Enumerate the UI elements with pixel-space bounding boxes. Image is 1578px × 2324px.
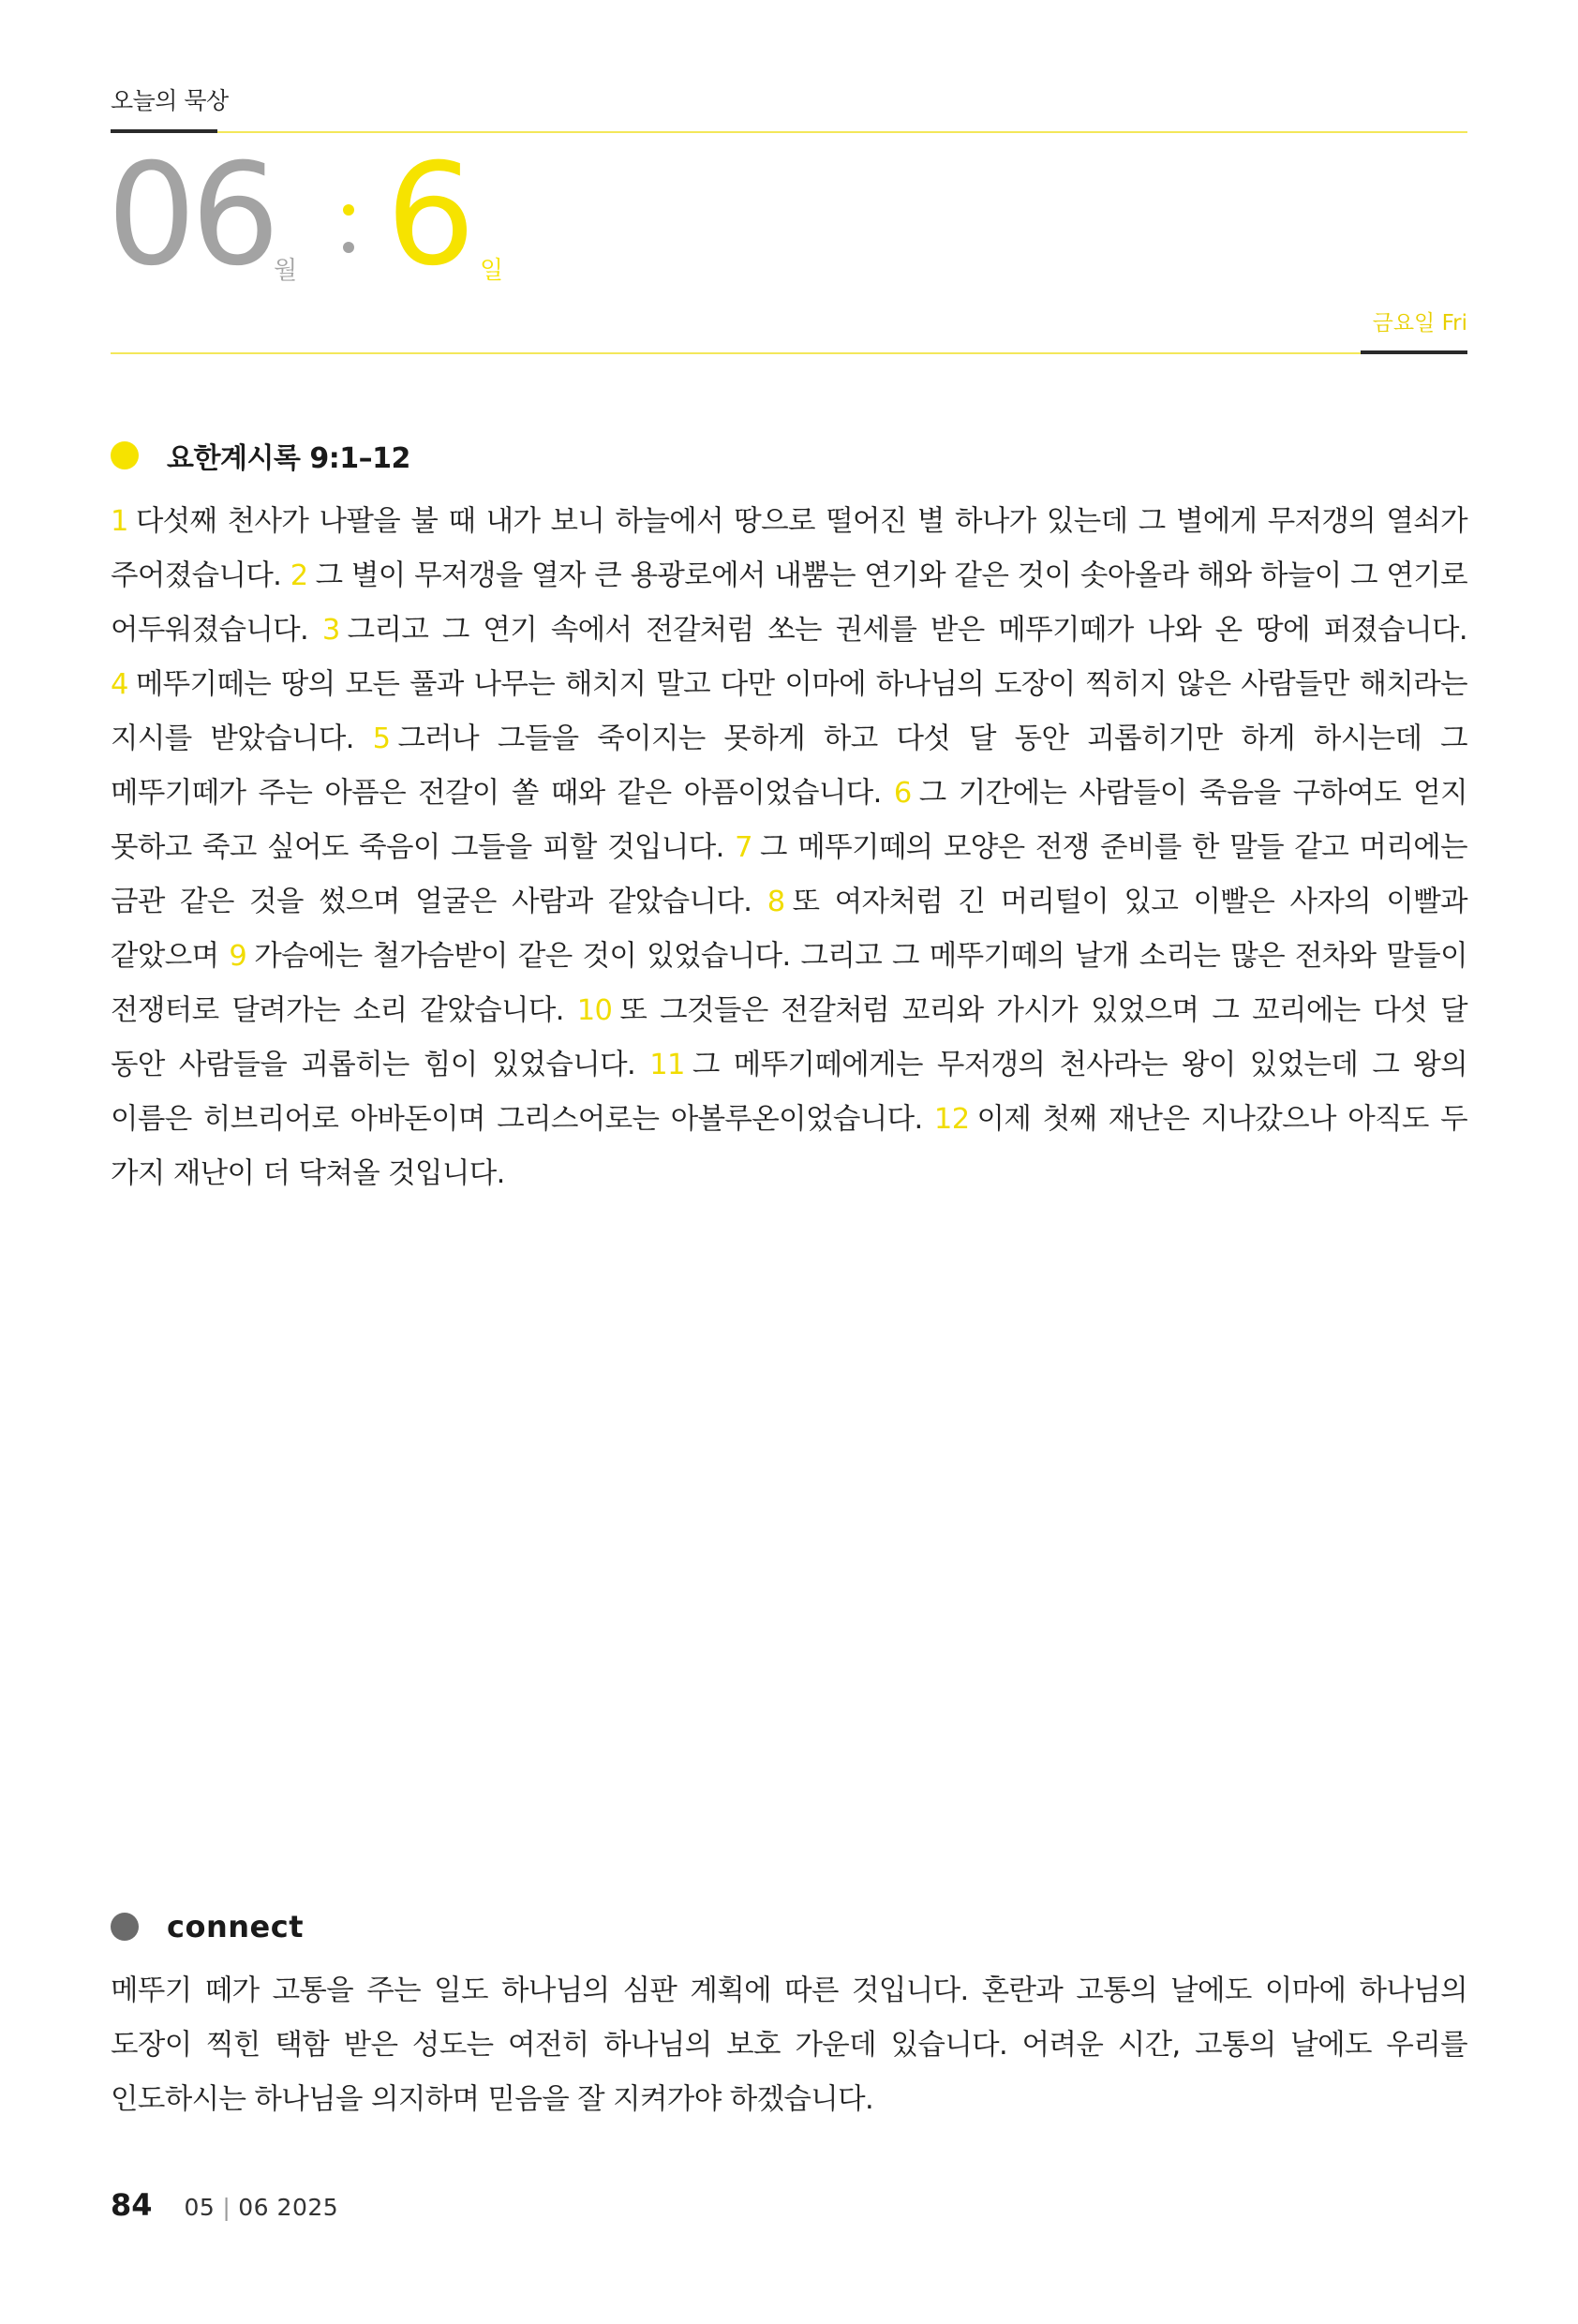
verse-text: 그 메뚜기떼의 모양은 전쟁 준비를 한 말들 같고 머리에는 금관 같은 것을 썼으며 얼굴은 사람과 같았습니다. [111, 831, 1467, 918]
verse-number: 5 [372, 723, 391, 755]
verse-text: 다섯째 천사가 나팔을 불 때 내가 보니 하늘에서 땅으로 떨어진 별 하나가 있는데 그 별에게 무저갱의 열쇠가 주어졌습니다. [111, 505, 1467, 592]
gray-circle-icon [111, 1913, 139, 1941]
issue-separator: | [222, 2194, 231, 2221]
section-label: 오늘의 묵상 [111, 87, 229, 114]
verse-number: 6 [893, 777, 912, 810]
verse-text: 가슴에는 철가슴받이 같은 것이 있었습니다. 그리고 그 메뚜기떼의 날개 소리는 많은 전차와 말들이 전쟁터로 달려가는 소리 같았습니다. [111, 940, 1467, 1027]
verse-text: 또 그것들은 전갈처럼 꼬리와 가시가 있었으며 그 꼬리에는 다섯 달 동안 사람들을 괴롭히는 힘이 있었습니다. [111, 994, 1467, 1081]
date-rule [111, 352, 1361, 354]
issue-date [185, 2194, 339, 2221]
month-number: 06 [107, 134, 275, 297]
day-number: 6 [386, 134, 472, 297]
verse-number: 1 [111, 505, 128, 538]
verse-number: 8 [767, 886, 785, 918]
verse-text: 이제 첫째 재난은 지나갔으나 아직도 두 가지 재난이 더 닥쳐올 것입니다. [111, 1103, 1467, 1190]
scripture-heading [111, 437, 410, 474]
connect-text: 메뚜기 떼가 고통을 주는 일도 하나님의 심판 계획에 따른 것입니다. 혼란과 고통의 날에도 이마에 하나님의 도장이 찍힌 택함 받은 성도는 여전히 하나님의 보호 가운데 있습니다. 어려운 시간, 고통의 날에도 우리를 인도하시는 하나님을 의지하며 믿음을 잘 지켜가야 하겠습니다. [111, 1974, 1467, 2116]
weekday-label: 금요일 Fri [1372, 311, 1467, 335]
yellow-circle-icon [111, 441, 139, 469]
verse-number: 4 [111, 668, 128, 701]
verse-number: 3 [321, 614, 340, 647]
verse-number: 12 [933, 1103, 970, 1136]
verse-text: 메뚜기떼는 땅의 모든 풀과 나무는 해치지 말고 다만 이마에 하나님의 도장이 찍히지 않은 사람들만 해치라는 지시를 받았습니다. [111, 668, 1467, 755]
scripture-text [111, 495, 1467, 1201]
issue-month: 05 [184, 2194, 216, 2221]
connect-title: connect [167, 1909, 304, 1944]
verse-text: 그 메뚜기떼에게는 무저갱의 천사라는 왕이 있었는데 그 왕의 이름은 히브리어로 아바돈이며 그리스어로는 아볼루온이었습니다. [111, 1049, 1467, 1136]
header-accent-bar [111, 129, 217, 133]
scripture-reference: 요한계시록 9:1–12 [167, 442, 410, 475]
day-unit: 일 [480, 257, 504, 285]
verse-text: 그리고 그 연기 속에서 전갈처럼 쏘는 권세를 받은 메뚜기떼가 나와 온 땅에 퍼졌습니다. [347, 614, 1467, 647]
page-footer [111, 2187, 338, 2223]
verse-number: 7 [735, 831, 752, 864]
verse-number: 11 [649, 1049, 685, 1081]
verse-number: 10 [576, 994, 613, 1027]
page-number: 84 [111, 2187, 153, 2223]
verse-number: 9 [229, 940, 247, 973]
header-rule [217, 131, 1467, 133]
verse-number: 2 [290, 559, 308, 592]
colon-dot-top [343, 204, 354, 216]
colon-dot-bottom [343, 242, 354, 253]
connect-heading [111, 1908, 304, 1945]
verse-text: 그 기간에는 사람들이 죽음을 구하여도 얻지 못하고 죽고 싶어도 죽음이 그들을 피할 것입니다. [111, 777, 1467, 864]
verse-text: 그 별이 무저갱을 열자 큰 용광로에서 내뿜는 연기와 같은 것이 솟아올라 해와 하늘이 그 연기로 어두워졌습니다. [111, 559, 1467, 647]
verse [322, 614, 1467, 647]
date-accent-bar [1361, 350, 1467, 354]
verse-text: 그러나 그들을 죽이지는 못하게 하고 다섯 달 동안 괴롭히기만 하게 하시는데 그 메뚜기떼가 주는 아픔은 전갈이 쏠 때와 같은 아픔이었습니다. [111, 723, 1467, 810]
month-unit: 월 [274, 257, 298, 285]
issue-year: 06 2025 [238, 2194, 339, 2221]
verse-text: 또 여자처럼 긴 머리털이 있고 이빨은 사자의 이빨과 같았으며 [111, 886, 1467, 973]
